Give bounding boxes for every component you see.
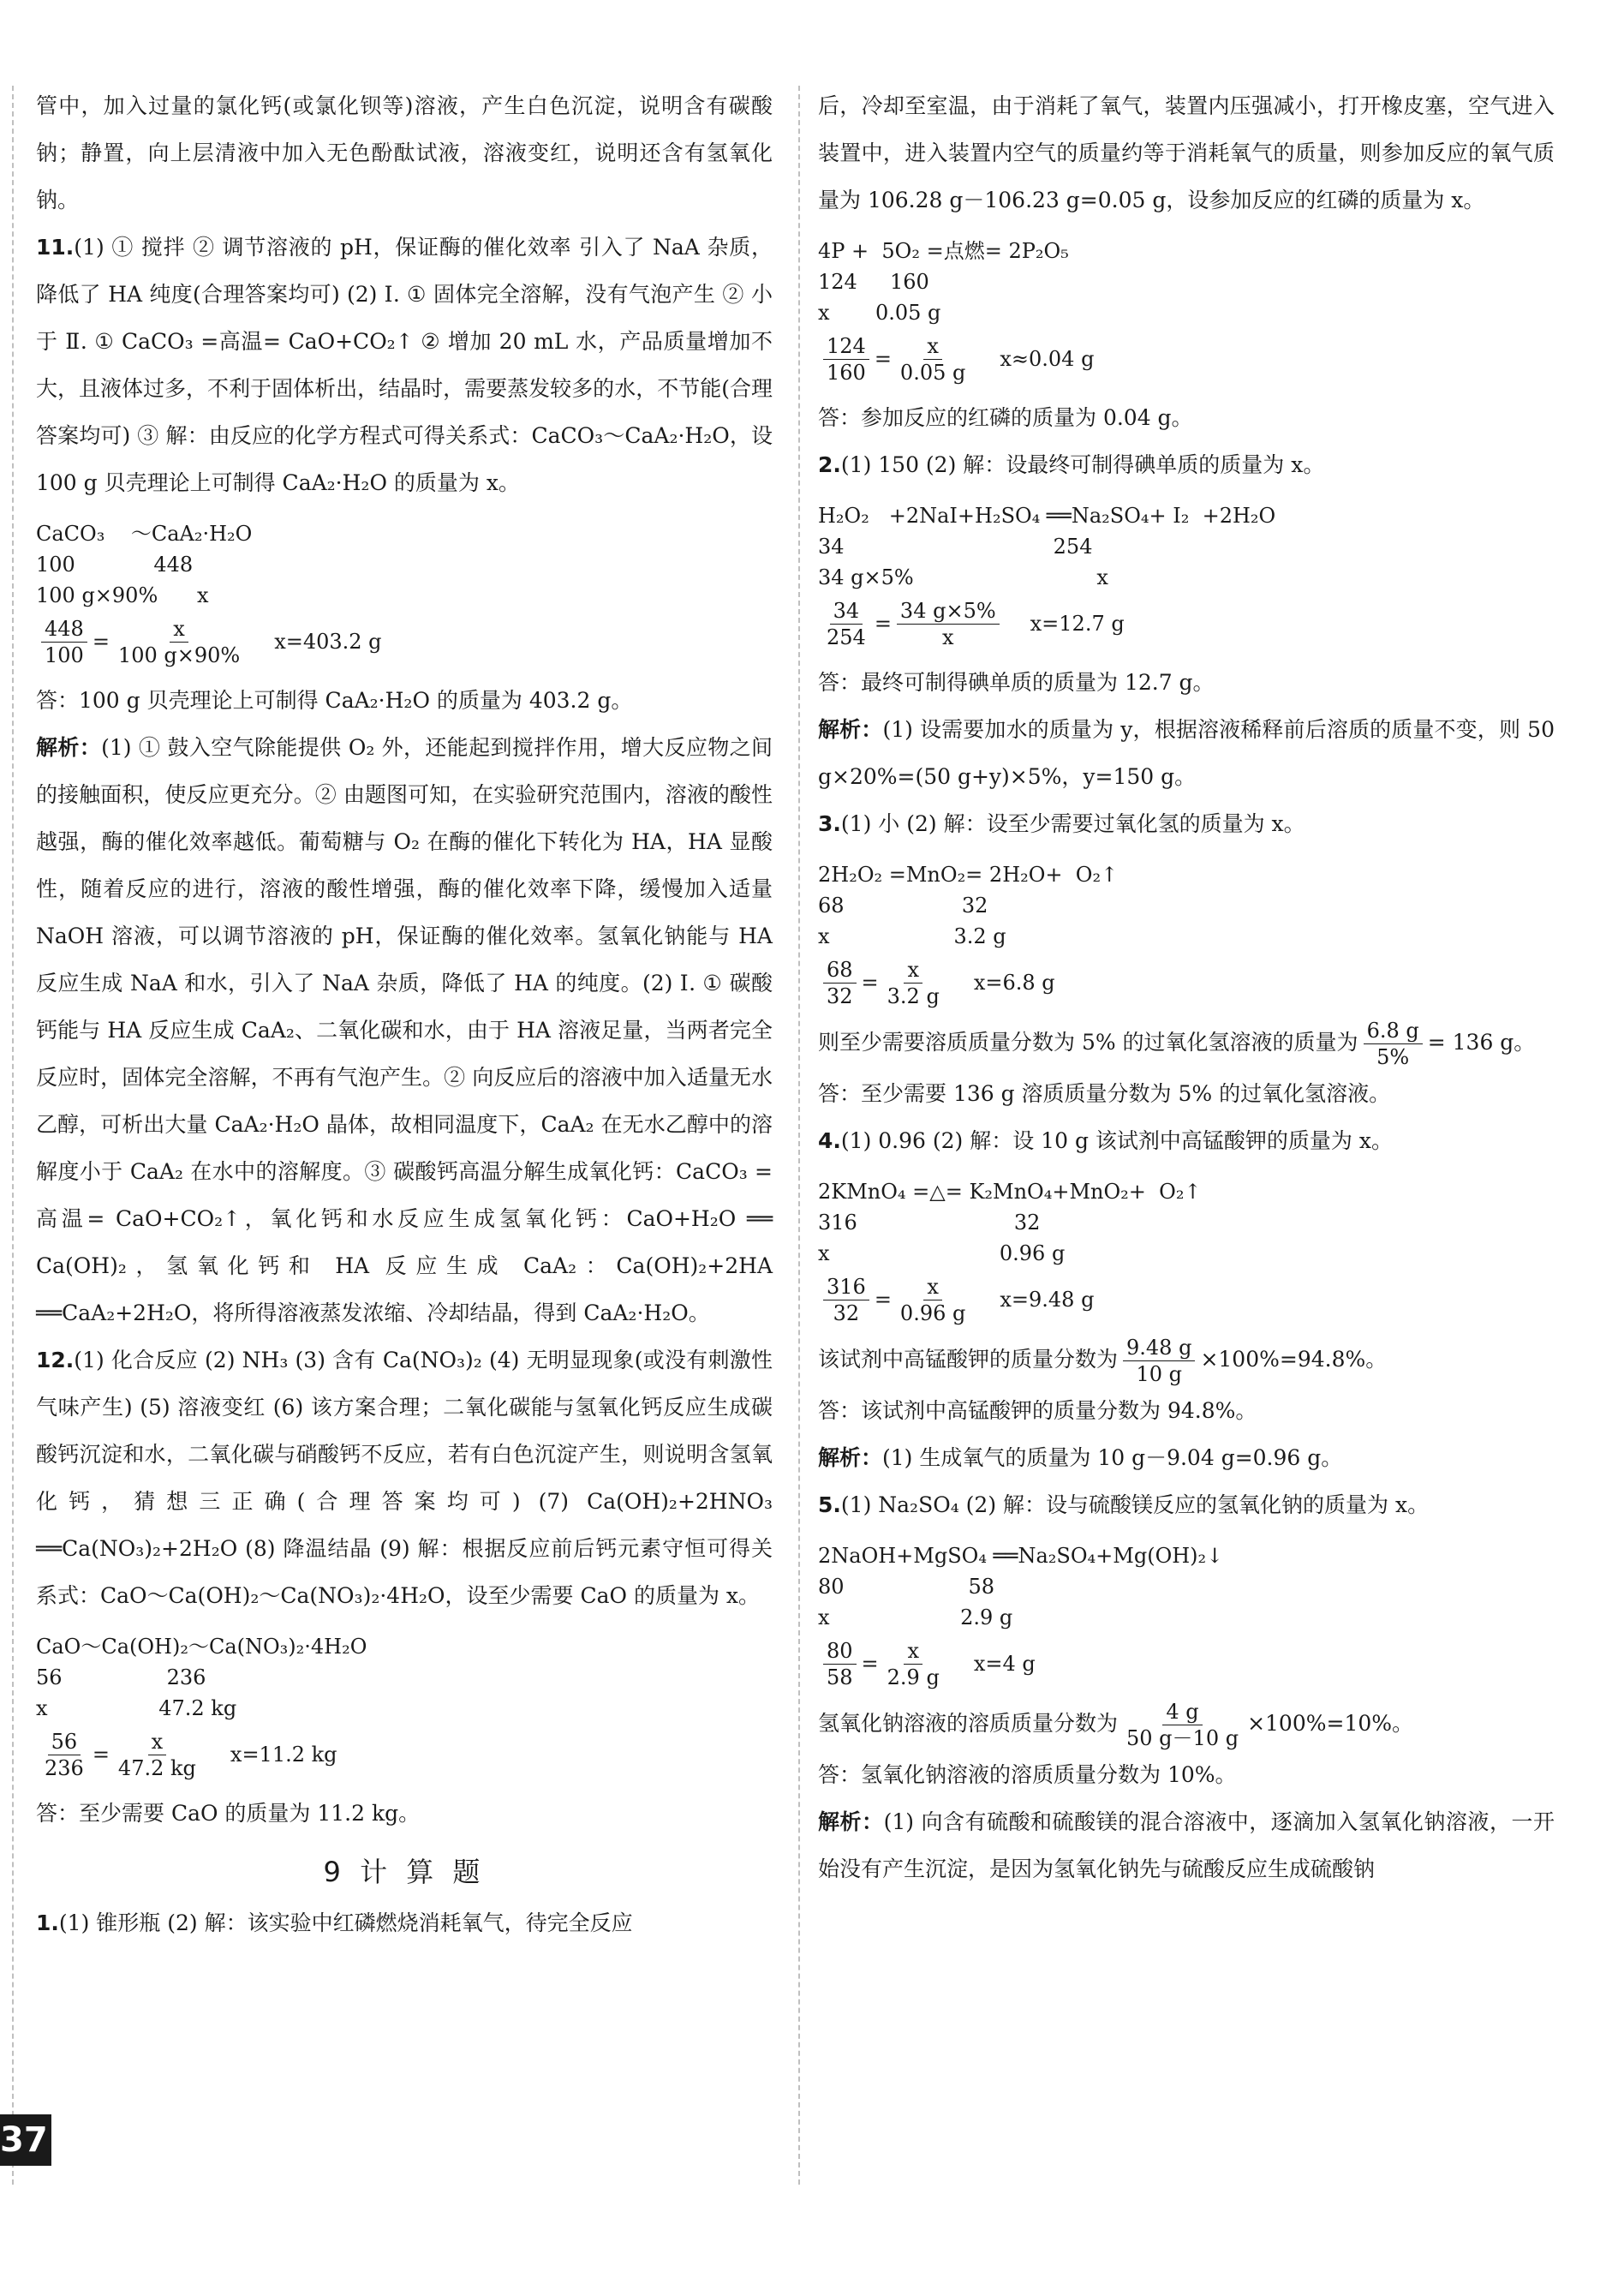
denominator: 0.05 g xyxy=(899,361,966,385)
numerator: x xyxy=(148,1729,167,1755)
equation-line: 2NaOH+MgSO₄ ══Na₂SO₄+Mg(OH)₂↓ xyxy=(818,1544,1224,1568)
analysis-label: 解析： xyxy=(818,717,883,742)
numerator: x xyxy=(904,957,922,984)
answer-line: 答：参加反应的红磷的质量为 0.04 g。 xyxy=(818,405,1193,430)
analysis-text: (1) ① 鼓入空气除能提供 O₂ 外，还能起到搅拌作用，增大反应物之间的接触面积，使反应更充分。② 由题图可知，在实验研究范围内，溶液的酸性越强，酶的催化效率越低。葡萄糖与 O₂ 在酶的催化下转化为 HA，HA 显酸性，随着反应的进行，溶液的酸性增强，酶的催化效率下降，缓慢加入适量 NaOH 溶液，可以调节溶液的 pH，保证酶的催化效率。氢氧化钠能与 HA 反应生成 NaA 和水，引入了 NaA 杂质，降低了 HA 的纯度。(2) Ⅰ. ① 碳酸钙能与 HA 反应生成 CaA₂、二氧化碳和水，由于 HA 溶液足量，当两者完全反应时，固体完全溶解，不再有气泡产生。② 向反应后的溶液中加入适量无水乙醇，可析出大量 CaA₂·H₂O 晶体，故相同温度下，CaA₂ 在无水乙醇中的溶解度小于 CaA₂ 在水中的溶解度。③ 碳酸钙高温分解生成氧化钙：CaCO₃ =高温= CaO+CO₂↑，氧化钙和水反应生成氢氧化钙：CaO+H₂O ══ Ca(OH)₂，氢氧化钙和 HA 反应生成 CaA₂：Ca(OH)₂+2HA ══CaA₂+2H₂O，将所得溶液蒸发浓缩、冷却结晶，得到 CaA₂·H₂O。 xyxy=(36,735,773,1325)
fraction xyxy=(884,957,943,1009)
question-number: 1. xyxy=(36,1910,59,1935)
answer-text: (1) 150 (2) 解：设最终可制得碘单质的质量为 x。 xyxy=(840,452,1325,477)
fraction xyxy=(897,333,969,386)
calc-question-2 xyxy=(818,441,1555,488)
answer-text: (1) 0.96 (2) 解：设 10 g 该试剂中高锰酸钾的质量为 x。 xyxy=(840,1128,1393,1153)
fraction xyxy=(823,957,857,1009)
numerator: 6.8 g xyxy=(1364,1018,1423,1044)
ratio-equation: $\frac{124}{160}$ = $\frac{x}{0.05 g}$ x≈0.04 g xyxy=(818,333,1555,386)
answer-text: (1) 化合反应 (2) NH₃ (3) 含有 Ca(NO₃)₂ (4) 无明显现象(或没有刺激性气味产生) (5) 溶液变红 (6) 该方案合理；二氧化碳能与氢氧化钙反应生成碳酸钙沉淀和水，二氧化碳与硝酸钙不反应，若有白色沉淀产生，则说明含氢氧化钙，猜想三正确(合理答案均可) (7) Ca(OH)₂+2HNO₃ ══Ca(NO₃)₂+2H₂O (8) 降温结晶 (9) 解：根据反应前后钙元素守恒可得关系式：CaO～Ca(OH)₂～Ca(NO₃)₂·4H₂O，设至少需要 CaO 的质量为 x。 xyxy=(36,1348,773,1608)
equation-line: 100 g×90% x xyxy=(36,583,209,607)
question-number: 4. xyxy=(818,1128,841,1153)
analysis-label: 解析： xyxy=(818,1445,883,1470)
equation-line: H₂O₂ +2NaI+H₂SO₄ ══Na₂SO₄+ I₂ +2H₂O xyxy=(818,504,1276,528)
fraction xyxy=(823,1638,857,1690)
equation-line: 80 58 xyxy=(818,1575,995,1599)
equation-block xyxy=(818,1540,1555,1633)
fraction xyxy=(823,333,869,386)
question-number: 3. xyxy=(818,811,841,836)
numerator: 316 xyxy=(823,1274,869,1300)
analysis xyxy=(36,724,773,1336)
numerator: 9.48 g xyxy=(1123,1335,1195,1361)
question-number: 2. xyxy=(818,452,841,477)
analysis-label: 解析： xyxy=(818,1809,884,1834)
denominator: 0.96 g xyxy=(899,1301,966,1325)
analysis xyxy=(818,706,1555,800)
denominator: 100 xyxy=(45,643,84,667)
answer-line: 答：该试剂中高锰酸钾的质量分数为 94.8%。 xyxy=(818,1398,1257,1423)
question-number: 11. xyxy=(36,235,75,260)
answer-text: (1) Na₂SO₄ (2) 解：设与硫酸镁反应的氢氧化钠的质量为 x。 xyxy=(840,1492,1430,1517)
equation-line: 2KMnO₄ =△= K₂MnO₄+MnO₂+ O₂↑ xyxy=(818,1180,1202,1204)
answer-line: 答：100 g 贝壳理论上可制得 CaA₂·H₂O 的质量为 403.2 g。 xyxy=(36,688,633,713)
fraction xyxy=(41,1729,87,1781)
fraction xyxy=(115,616,243,668)
fraction xyxy=(41,616,87,668)
fraction xyxy=(823,1274,869,1326)
numerator: 68 xyxy=(823,957,857,984)
answer-text: (1) 小 (2) 解：设至少需要过氧化氢的质量为 x。 xyxy=(840,811,1305,836)
equation-line: 68 32 xyxy=(818,894,988,918)
fraction xyxy=(1123,1335,1195,1387)
analysis-text: (1) 生成氧气的质量为 10 g－9.04 g=0.96 g。 xyxy=(882,1445,1343,1470)
numerator: 34 xyxy=(830,598,863,625)
equation-line: x 0.05 g xyxy=(818,301,941,325)
denominator: 160 xyxy=(827,361,866,385)
answer-text: (1) 锥形瓶 (2) 解：该实验中红磷燃烧消耗氧气，待完全反应 xyxy=(58,1910,633,1935)
equation-line: 316 32 xyxy=(818,1211,1041,1235)
denominator: 32 xyxy=(833,1301,860,1325)
answer-line: 答：至少需要 CaO 的质量为 11.2 kg。 xyxy=(36,1801,421,1826)
numerator: x xyxy=(170,616,188,643)
numerator: 4 g xyxy=(1162,1699,1202,1725)
numerator: 124 xyxy=(823,333,869,360)
equation-line: x 2.9 g xyxy=(818,1605,1013,1629)
right-column xyxy=(818,82,1555,1892)
result: x=4 g xyxy=(973,1652,1036,1676)
denominator: x xyxy=(942,625,954,649)
equation-line: x 3.2 g xyxy=(818,924,1006,948)
analysis-text: (1) 设需要加水的质量为 y，根据溶液稀释前后溶质的质量不变，则 50 g×20%=(50 g+y)×5%，y=150 g。 xyxy=(818,717,1555,789)
equation-line: 124 160 xyxy=(818,270,929,294)
paragraph xyxy=(818,1018,1555,1070)
equation-block xyxy=(818,1176,1555,1269)
equation-block xyxy=(818,859,1555,952)
calc-question-5 xyxy=(818,1481,1555,1528)
paragraph xyxy=(818,1335,1555,1387)
denominator: 58 xyxy=(827,1665,853,1689)
fraction xyxy=(897,598,1000,650)
answer-line: 答：至少需要 136 g 溶质质量分数为 5% 的过氧化氢溶液。 xyxy=(818,1081,1391,1106)
result: x=403.2 g xyxy=(274,630,382,654)
numerator: 34 g×5% xyxy=(897,598,1000,625)
calc-question-1 xyxy=(36,1899,773,1946)
question-number: 12. xyxy=(36,1348,75,1372)
result: x=9.48 g xyxy=(1000,1288,1095,1312)
text: ×100%=94.8%。 xyxy=(1200,1347,1388,1372)
ratio-equation: $\frac{34}{254}$ = $\frac{34 g\times 5\%}{x}$ x=12.7 g xyxy=(818,598,1555,650)
analysis xyxy=(818,1798,1555,1892)
result: x=11.2 kg xyxy=(230,1743,337,1767)
fraction xyxy=(115,1729,200,1781)
answer-line: 答：氢氧化钠溶液的溶质质量分数为 10%。 xyxy=(818,1762,1237,1787)
left-column xyxy=(36,82,773,1946)
equation-line: x 47.2 kg xyxy=(36,1696,237,1720)
fraction xyxy=(1364,1018,1423,1070)
calc-question-4 xyxy=(818,1117,1555,1164)
text: 则至少需要溶质质量分数为 5% 的过氧化氢溶液的质量为 xyxy=(818,1030,1358,1055)
denominator: 10 g xyxy=(1136,1362,1182,1386)
equation-line: 34 g×5% x xyxy=(818,565,1108,589)
question-11 xyxy=(36,224,773,506)
ratio-equation: $\frac{316}{32}$ = $\frac{x}{0.96 g}$ x=9.48 g xyxy=(818,1274,1555,1326)
denominator: 32 xyxy=(827,984,853,1008)
numerator: 56 xyxy=(48,1729,81,1755)
equation-block xyxy=(36,518,773,611)
denominator: 236 xyxy=(45,1756,84,1780)
analysis xyxy=(818,1434,1555,1481)
numerator: x xyxy=(923,1274,942,1300)
equation-line: 56 236 xyxy=(36,1665,206,1689)
equation-line: CaO～Ca(OH)₂～Ca(NO₃)₂·4H₂O xyxy=(36,1635,367,1659)
question-number: 5. xyxy=(818,1492,841,1517)
text: 氢氧化钠溶液的溶质质量分数为 xyxy=(818,1711,1119,1736)
left-margin-line xyxy=(12,86,14,2185)
ratio-equation: $\frac{448}{100}$ = $\frac{x}{100 g\times 90\%}$ x=403.2 g xyxy=(36,616,773,668)
denominator: 47.2 kg xyxy=(117,1756,196,1780)
numerator: x xyxy=(904,1638,922,1665)
ratio-equation: $\frac{80}{58}$ = $\frac{x}{2.9 g}$ x=4 g xyxy=(818,1638,1555,1690)
calc-question-3 xyxy=(818,800,1555,847)
result: x≈0.04 g xyxy=(1000,347,1095,371)
ratio-equation: $\frac{56}{236}$ = $\frac{x}{47.2 kg}$ x=11.2 kg xyxy=(36,1729,773,1781)
denominator: 100 g×90% xyxy=(117,643,241,667)
equation-block xyxy=(818,236,1555,328)
paragraph: 后，冷却至室温，由于消耗了氧气，装置内压强减小，打开橡皮塞，空气进入装置中，进入装置内空气的质量约等于消耗氧气的质量，则参加反应的氧气质量为 106.28 g－106.23 g=0.05 g，设参加反应的红磷的质量为 x。 xyxy=(818,93,1555,212)
fraction xyxy=(823,598,869,650)
result: x=6.8 g xyxy=(973,971,1055,995)
analysis-label: 解析： xyxy=(36,735,102,760)
result: x=12.7 g xyxy=(1030,612,1125,636)
equation-line: 34 254 xyxy=(818,535,1093,559)
paragraph: 管中，加入过量的氯化钙(或氯化钡等)溶液，产生白色沉淀，说明含有碳酸钠；静置，向上层清液中加入无色酚酞试液，溶液变红，说明还含有氢氧化钠。 xyxy=(36,93,773,212)
ratio-equation: $\frac{68}{32}$ = $\frac{x}{3.2 g}$ x=6.8 g xyxy=(818,957,1555,1009)
equation-line: x 0.96 g xyxy=(818,1241,1066,1265)
equation-line: CaCO₃ ～CaA₂·H₂O xyxy=(36,522,253,546)
fraction xyxy=(1123,1699,1242,1751)
text: = 136 g。 xyxy=(1427,1030,1536,1055)
denominator: 5% xyxy=(1376,1045,1410,1069)
paragraph xyxy=(818,1699,1555,1751)
numerator: 448 xyxy=(41,616,87,643)
equation-line: 2H₂O₂ =MnO₂= 2H₂O+ O₂↑ xyxy=(818,863,1119,887)
section-title: 9 计 算 题 xyxy=(323,1856,486,1888)
denominator: 2.9 g xyxy=(887,1665,940,1689)
column-divider xyxy=(798,86,800,2185)
numerator: 80 xyxy=(823,1638,857,1665)
fraction xyxy=(884,1638,943,1690)
equation-line: 100 448 xyxy=(36,553,194,577)
denominator: 3.2 g xyxy=(887,984,940,1008)
analysis-text: (1) 向含有硫酸和硫酸镁的混合溶液中，逐滴加入氢氧化钠溶液，一开始没有产生沉淀，是因为氢氧化钠先与硫酸反应生成硫酸钠 xyxy=(818,1809,1555,1881)
text: 该试剂中高锰酸钾的质量分数为 xyxy=(818,1347,1119,1372)
page-number: 37 xyxy=(0,2114,51,2166)
equation-block xyxy=(36,1631,773,1724)
equation-line: 4P + 5O₂ =点燃= 2P₂O₅ xyxy=(818,239,1069,263)
answer-text: (1) ① 搅拌 ② 调节溶液的 pH，保证酶的催化效率 引入了 NaA 杂质，降低了 HA 纯度(合理答案均可) (2) Ⅰ. ① 固体完全溶解，没有气泡产生 ② 小于 Ⅱ. ① CaCO₃ =高温= CaO+CO₂↑ ② 增加 20 mL 水，产品质量增加不大，且液体过多，不利于固体析出，结晶时，需要蒸发较多的水，不节能(合理答案均可) ③ 解：由反应的化学方程式可得关系式：CaCO₃～CaA₂·H₂O，设 100 g 贝壳理论上可制得 CaA₂·H₂O 的质量为 x。 xyxy=(36,235,773,495)
answer-line: 答：最终可制得碘单质的质量为 12.7 g。 xyxy=(818,670,1215,695)
denominator: 254 xyxy=(827,625,866,649)
question-12 xyxy=(36,1336,773,1619)
text: ×100%=10%。 xyxy=(1247,1711,1414,1736)
fraction xyxy=(897,1274,969,1326)
denominator: 50 g－10 g xyxy=(1126,1726,1239,1750)
equation-block xyxy=(818,500,1555,593)
numerator: x xyxy=(923,333,942,360)
